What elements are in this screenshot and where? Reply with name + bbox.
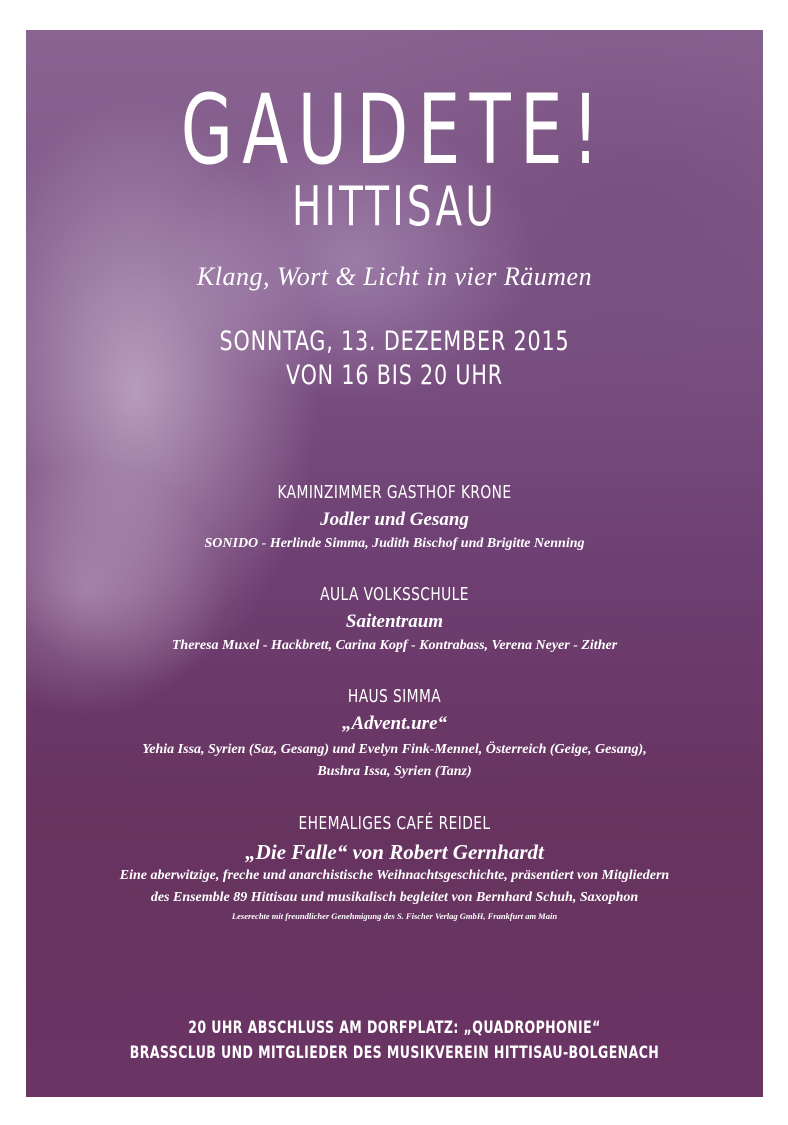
performance-title: Jodler und Gesang (320, 509, 469, 530)
venue-name: EHEMALIGES CAFÉ REIDEL (298, 813, 491, 834)
performer-line: Eine aberwitzige, freche und anarchistische Weihnachtsgeschichte, präsentiert von Mitgliedern (119, 868, 670, 883)
event-poster (26, 30, 763, 1097)
venue-name: KAMINZIMMER GASTHOF KRONE (277, 482, 512, 503)
performer-line: des Ensemble 89 Hittisau und musikalisch begleitet von Bernhard Schuh, Saxophon (150, 890, 639, 905)
event-time: VON 16 BIS 20 UHR (286, 360, 503, 391)
performer-line: Yehia Issa, Syrien (Saz, Gesang) und Evelyn Fink-Mennel, Österreich (Geige, Gesang), (142, 742, 647, 757)
venue-name: HAUS SIMMA (347, 686, 442, 707)
performer-line: Theresa Muxel - Hackbrett, Carina Kopf - Kontrabass, Verena Neyer - Zither (171, 638, 618, 653)
venue-name: AULA VOLKSSCHULE (320, 584, 469, 605)
performance-title: „Die Falle“ von Robert Gernhardt (245, 840, 544, 864)
town-name: HITTISAU (292, 175, 497, 238)
rights-note: Leserechte mit freundlicher Genehmigung des S. Fischer Verlag GmbH, Frankfurt am Main (231, 911, 558, 921)
poster-title: GAUDETE! (180, 74, 609, 186)
tagline: Klang, Wort & Licht in vier Räumen (196, 262, 593, 291)
event-date: SONNTAG, 13. DEZEMBER 2015 (219, 326, 570, 357)
performance-title: „Advent.ure“ (341, 713, 448, 734)
performance-title: Saitentraum (345, 611, 444, 632)
performer-line: Bushra Issa, Syrien (Tanz) (317, 764, 472, 779)
performer-line: SONIDO - Herlinde Simma, Judith Bischof und Brigitte Nenning (204, 536, 585, 551)
finale-performers: BRASSCLUB UND MITGLIEDER DES MUSIKVEREIN HITTISAU-BOLGENACH (129, 1043, 660, 1063)
finale-line: 20 UHR ABSCHLUSS AM DORFPLATZ: „QUADROPHONIE“ (188, 1018, 601, 1038)
